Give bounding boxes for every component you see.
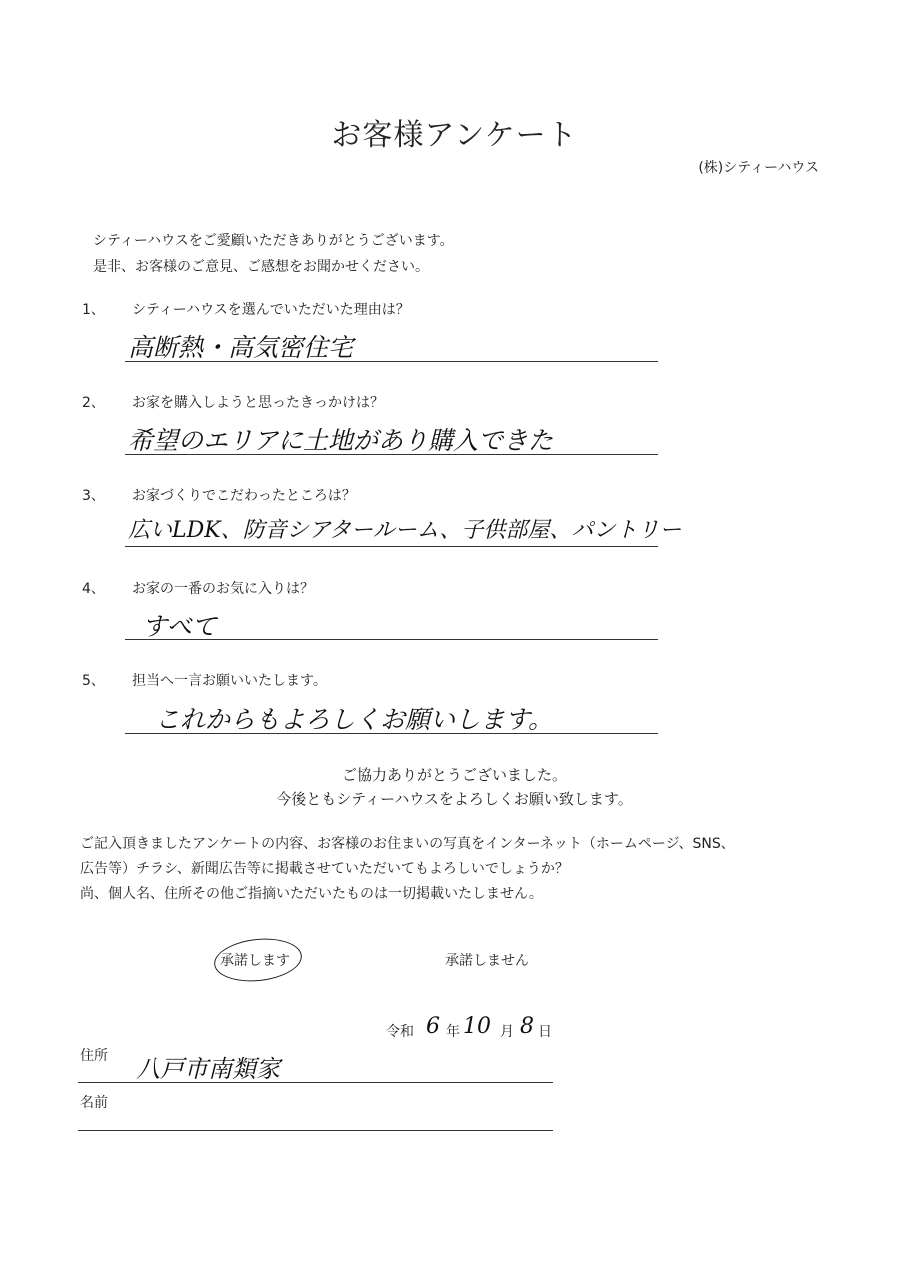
question-1-text: シティーハウスを選んでいただいた理由は？ (132, 302, 410, 318)
question-5-text: 担当へ一言お願いいたします。 (132, 673, 327, 689)
page-title: お客様アンケート (331, 118, 578, 153)
question-4-answer-line (125, 639, 658, 640)
thanks-line-2: 今後ともシティーハウスをよろしくお願い致します。 (276, 790, 633, 808)
question-1-answer[interactable]: 高断熱・高気密住宅 (128, 333, 354, 362)
date-month-unit: 月 (500, 1024, 514, 1040)
date-month[interactable]: 10 (463, 1014, 491, 1039)
question-2-number: 2、 (82, 395, 105, 411)
question-2-text: お家を購入しようと思ったきっかけは？ (132, 395, 384, 411)
date-day-unit: 日 (538, 1024, 552, 1040)
question-3-text: お家づくりでこだわったところは？ (132, 488, 356, 504)
question-3-number: 3、 (82, 488, 105, 504)
question-1-answer-line (125, 361, 658, 362)
intro-line-1: シティーハウスをご愛顧いただきありがとうございます。 (93, 233, 454, 249)
question-5-answer[interactable]: これからもよろしくお願いします。 (155, 705, 554, 734)
name-line (78, 1130, 553, 1131)
question-4-answer[interactable]: すべて (142, 612, 217, 641)
address-field[interactable]: 八戸市南類家 (136, 1055, 280, 1083)
question-3-answer-line (125, 546, 658, 547)
intro-line-2: 是非、お客様のご意見、ご感想をお聞かせください。 (93, 259, 429, 275)
question-4-number: 4、 (82, 581, 105, 597)
thanks-line-1: ご協力ありがとうございました。 (341, 766, 567, 784)
date-year-unit: 年 (446, 1024, 460, 1040)
notice-line-1: ご記入頂きましたアンケートの内容、お客様のお住まいの写真をインターネット（ホームページ、SNS、 (80, 836, 735, 852)
date-year[interactable]: 6 (426, 1014, 440, 1039)
question-4-text: お家の一番のお気に入りは？ (132, 581, 314, 597)
question-2-answer-line (125, 454, 658, 455)
name-label: 名前 (80, 1095, 108, 1111)
notice-line-2: 広告等）チラシ、新聞広告等に掲載させていただいてもよろしいでしょうか？ (80, 861, 569, 877)
date-era: 令和 (386, 1024, 414, 1040)
question-5-number: 5、 (82, 673, 105, 689)
consent-agree-option[interactable]: 承諾します (220, 953, 290, 969)
question-3-answer[interactable]: 広いLDK、防音シアタールーム、子供部屋、パントリー (128, 518, 682, 543)
date-day[interactable]: 8 (520, 1014, 534, 1039)
notice-line-3: 尚、個人名、住所その他ご指摘いただいたものは一切掲載いたしません。 (80, 886, 543, 902)
question-2-answer[interactable]: 希望のエリアに土地があり購入できた (128, 426, 554, 455)
question-5-answer-line (125, 733, 658, 734)
consent-disagree-option[interactable]: 承諾しません (445, 953, 529, 969)
company-name: (株)シティーハウス (698, 160, 819, 176)
address-label: 住所 (80, 1048, 108, 1064)
address-line (78, 1082, 553, 1083)
question-1-number: 1、 (82, 302, 105, 318)
